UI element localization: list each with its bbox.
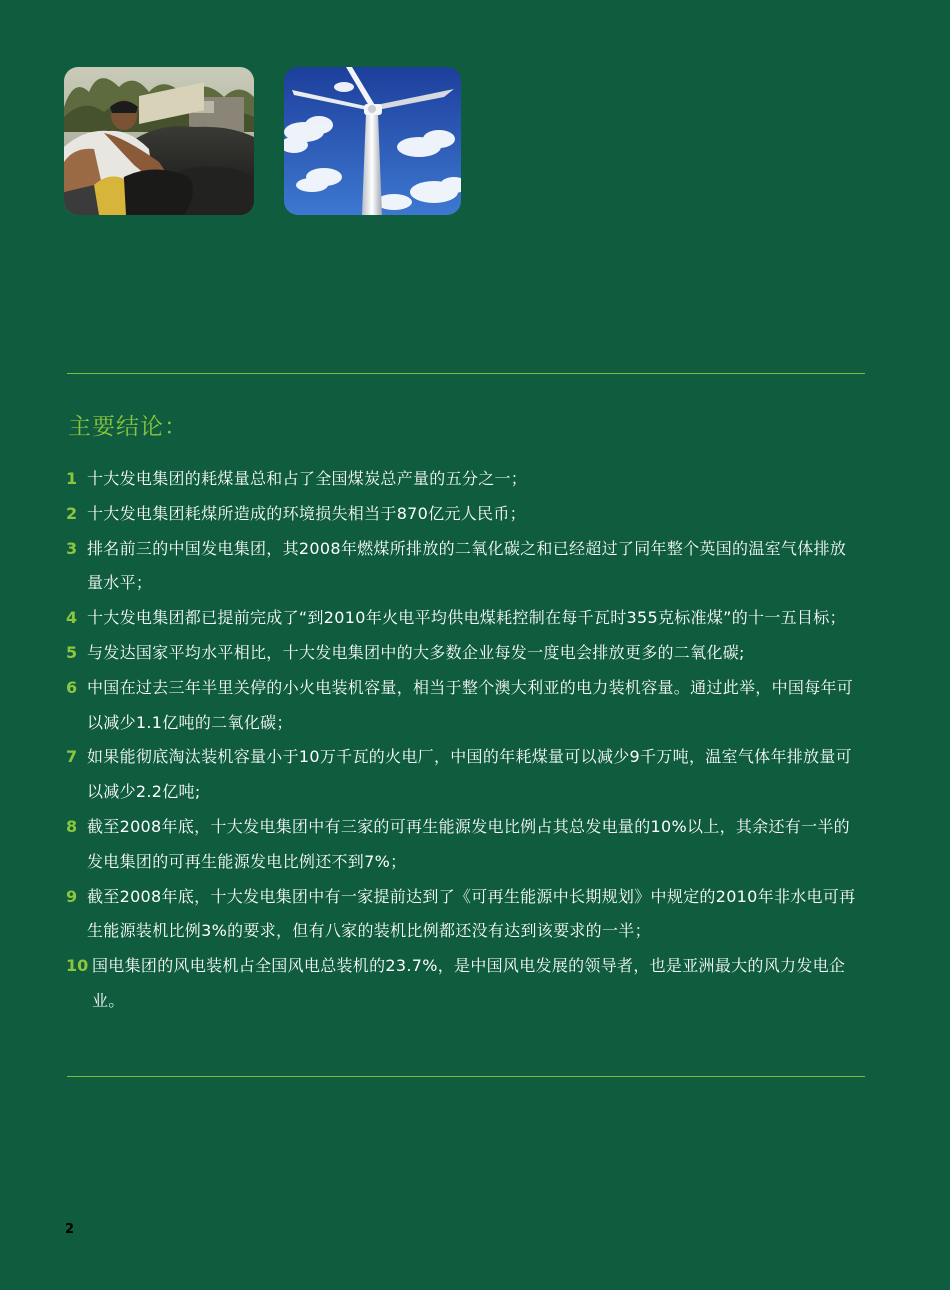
conclusion-text: 截至2008年底，十大发电集团中有三家的可再生能源发电比例占其总发电量的10%以上，其余还有一半的发电集团的可再生能源发电比例还不到7%； (87, 816, 850, 871)
conclusion-text: 十大发电集团都已提前完成了“到2010年火电平均供电煤耗控制在每千瓦时355克标准煤”的十一五目标； (87, 608, 846, 628)
conclusion-text: 十大发电集团的耗煤量总和占了全国煤炭总产量的五分之一； (87, 469, 528, 488)
conclusion-number: 9 (66, 886, 78, 906)
top-divider (67, 373, 865, 374)
conclusion-item (66, 880, 856, 950)
conclusion-number: 6 (66, 677, 78, 697)
conclusion-text: 与发达国家平均水平相比，十大发电集团中的大多数企业每发一度电会排放更多的二氧化碳; (87, 642, 745, 662)
conclusion-text: 中国在过去三年半里关停的小火电装机容量，相当于整个澳大利亚的电力装机容量。通过此举，中国每年可以减少1.1亿吨的二氧化碳； (87, 677, 854, 732)
conclusion-item (66, 497, 856, 532)
coal-worker-photo (64, 67, 254, 215)
conclusion-text: 十大发电集团耗煤所造成的环境损失相当于870亿元人民币； (87, 503, 526, 523)
section-title: 主要结论： (68, 414, 188, 440)
conclusions-list (66, 462, 856, 1019)
wind-turbine-image (284, 67, 461, 215)
conclusion-item (66, 601, 856, 636)
conclusion-number: 10 (66, 956, 89, 976)
conclusion-number: 5 (66, 642, 78, 662)
wind-turbine-photo (284, 67, 461, 215)
conclusion-text: 国电集团的风电装机占全国风电总装机的23.7%，是中国风电发展的领导者，也是亚洲最大的风力发电企业。 (92, 956, 846, 1010)
conclusion-number: 1 (66, 469, 78, 488)
conclusion-item (66, 532, 856, 602)
conclusion-item (66, 671, 856, 741)
coal-worker-image (64, 67, 254, 215)
conclusion-item (66, 949, 856, 1019)
conclusion-item (66, 740, 856, 810)
conclusion-item (66, 462, 856, 497)
page-number: 2 (65, 1222, 75, 1237)
conclusion-number: 4 (66, 608, 78, 628)
conclusion-text: 截至2008年底，十大发电集团中有一家提前达到了《可再生能源中长期规划》中规定的2010年非水电可再生能源装机比例3%的要求，但有八家的装机比例都还没有达到该要求的一半； (87, 886, 856, 941)
conclusion-item (66, 636, 856, 671)
bottom-divider (67, 1076, 865, 1077)
conclusion-item (66, 810, 856, 880)
conclusion-text: 排名前三的中国发电集团，其2008年燃煤所排放的二氧化碳之和已经超过了同年整个英国的温室气体排放量水平； (87, 538, 847, 593)
conclusion-number: 8 (66, 816, 78, 836)
conclusion-number: 7 (66, 747, 78, 767)
conclusion-number: 2 (66, 503, 78, 523)
conclusion-text: 如果能彻底淘汰装机容量小于10万千瓦的火电厂，中国的年耗煤量可以减少9千万吨，温室气体年排放量可以减少2.2亿吨; (87, 747, 852, 802)
conclusion-number: 3 (66, 538, 78, 558)
